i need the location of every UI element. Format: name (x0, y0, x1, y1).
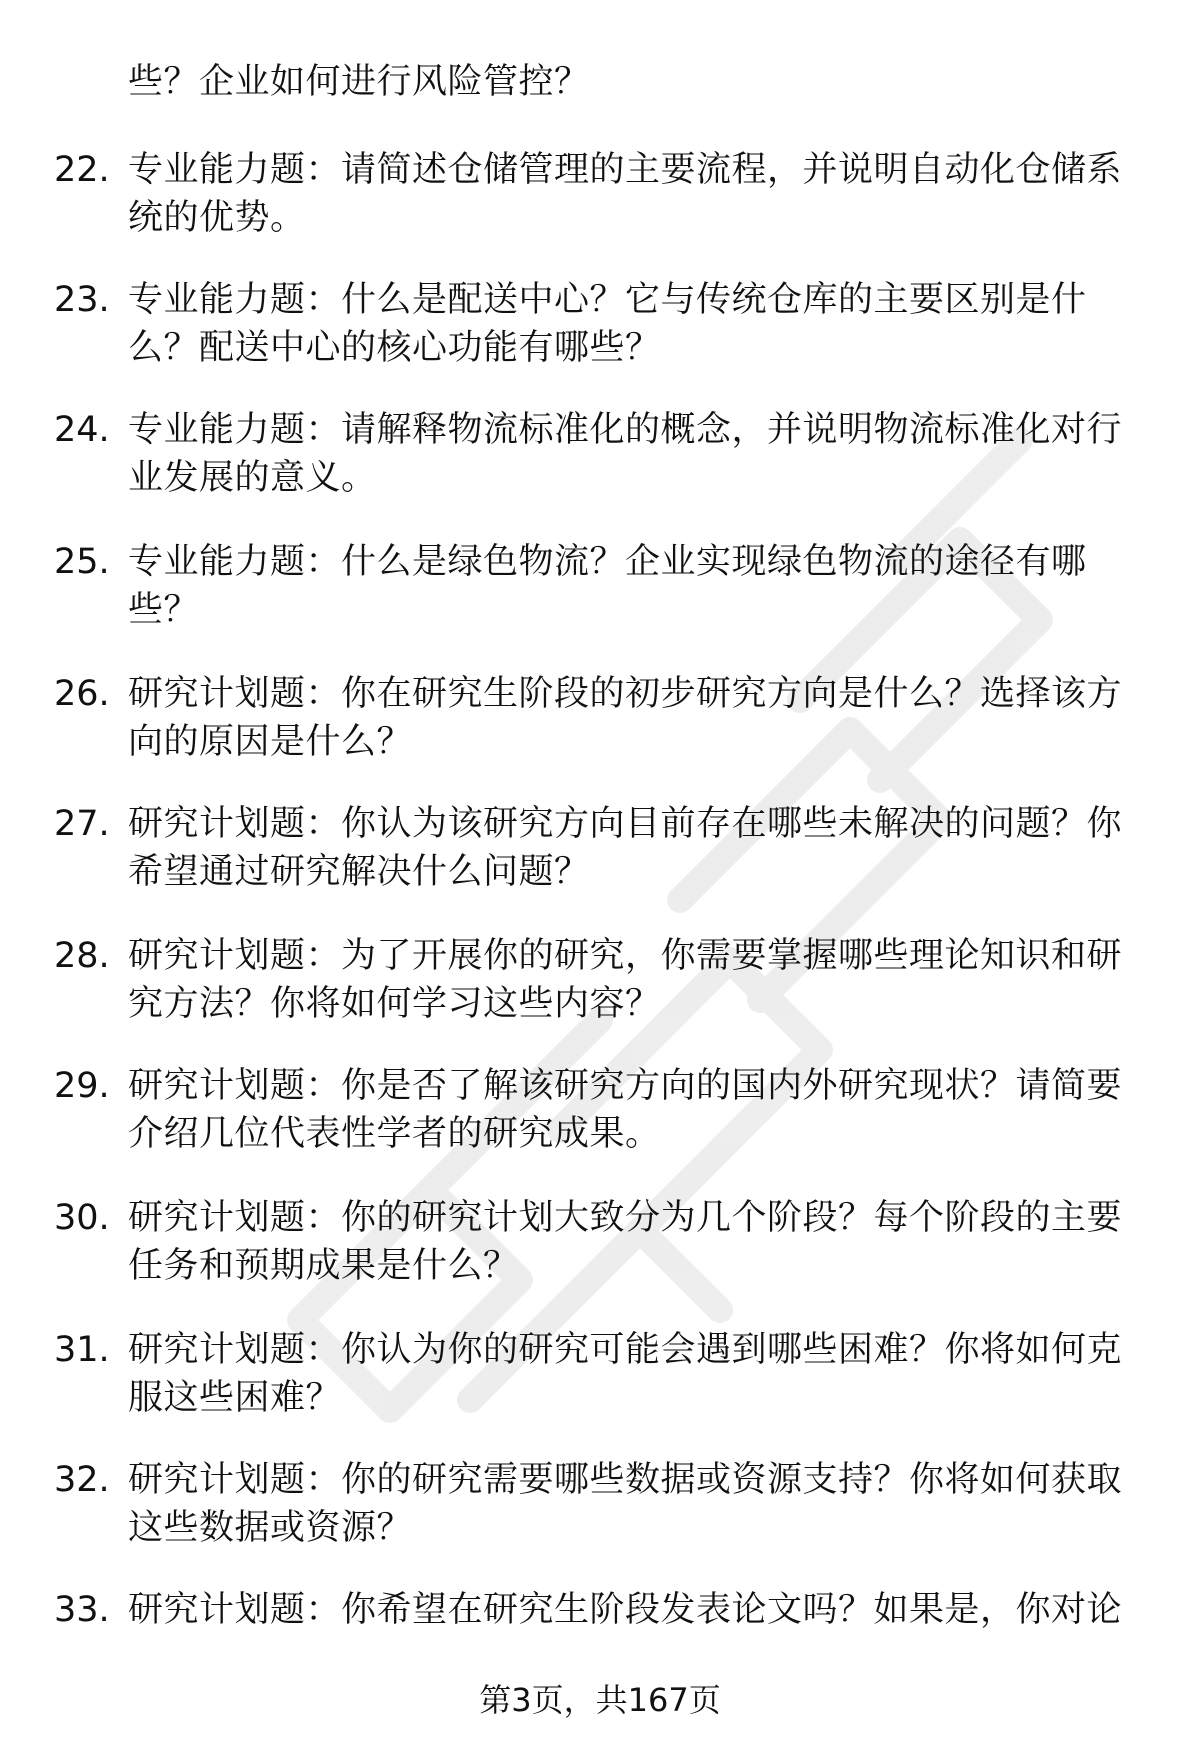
item-text-line: 这些数据或资源？ (128, 1508, 413, 1548)
item-number: 29. (54, 1066, 110, 1106)
item-text-line: 研究计划题：你认为该研究方向目前存在哪些未解决的问题？你 (128, 804, 1123, 844)
item-text-line: 些？ (128, 590, 200, 630)
continuation-line: 些？企业如何进行风险管控？ (128, 62, 590, 102)
page-footer: 第3页，共167页 (479, 1681, 721, 1719)
item-text-line: 研究计划题：你希望在研究生阶段发表论文吗？如果是，你对论 (128, 1590, 1123, 1630)
item-text-line: 业发展的意义。 (128, 458, 377, 498)
item-text-line: 研究计划题：你认为你的研究可能会遇到哪些困难？你将如何克 (128, 1330, 1123, 1370)
item-number: 32. (54, 1460, 110, 1500)
item-number: 31. (54, 1330, 110, 1370)
item-number: 22. (54, 150, 110, 190)
item-text-line: 服这些困难？ (128, 1378, 342, 1418)
item-text-line: 专业能力题：请解释物流标准化的概念，并说明物流标准化对行 (128, 410, 1123, 450)
item-number: 30. (54, 1198, 110, 1238)
item-number: 24. (54, 410, 110, 450)
item-number: 26. (54, 674, 110, 714)
item-text-line: 么？配送中心的核心功能有哪些？ (128, 328, 661, 368)
item-text-line: 研究计划题：你的研究需要哪些数据或资源支持？你将如何获取 (128, 1460, 1123, 1500)
item-text-line: 专业能力题：什么是绿色物流？企业实现绿色物流的途径有哪 (128, 542, 1087, 582)
item-text-line: 专业能力题：什么是配送中心？它与传统仓库的主要区别是什 (128, 280, 1087, 320)
item-text-line: 研究计划题：你是否了解该研究方向的国内外研究现状？请简要 (128, 1066, 1123, 1106)
item-number: 25. (54, 542, 110, 582)
item-number: 33. (54, 1590, 110, 1630)
item-text-line: 任务和预期成果是什么？ (128, 1246, 519, 1286)
item-text-line: 研究计划题：你在研究生阶段的初步研究方向是什么？选择该方 (128, 674, 1123, 714)
item-text-line: 统的优势。 (128, 198, 306, 238)
item-number: 28. (54, 936, 110, 976)
item-text-line: 专业能力题：请简述仓储管理的主要流程，并说明自动化仓储系 (128, 150, 1123, 190)
item-text-line: 究方法？你将如何学习这些内容？ (128, 984, 661, 1024)
item-text-line: 介绍几位代表性学者的研究成果。 (128, 1114, 661, 1154)
item-number: 27. (54, 804, 110, 844)
item-text-line: 向的原因是什么？ (128, 722, 413, 762)
item-number: 23. (54, 280, 110, 320)
item-text-line: 希望通过研究解决什么问题？ (128, 852, 590, 892)
item-text-line: 研究计划题：你的研究计划大致分为几个阶段？每个阶段的主要 (128, 1198, 1123, 1238)
item-text-line: 研究计划题：为了开展你的研究，你需要掌握哪些理论知识和研 (128, 936, 1123, 976)
